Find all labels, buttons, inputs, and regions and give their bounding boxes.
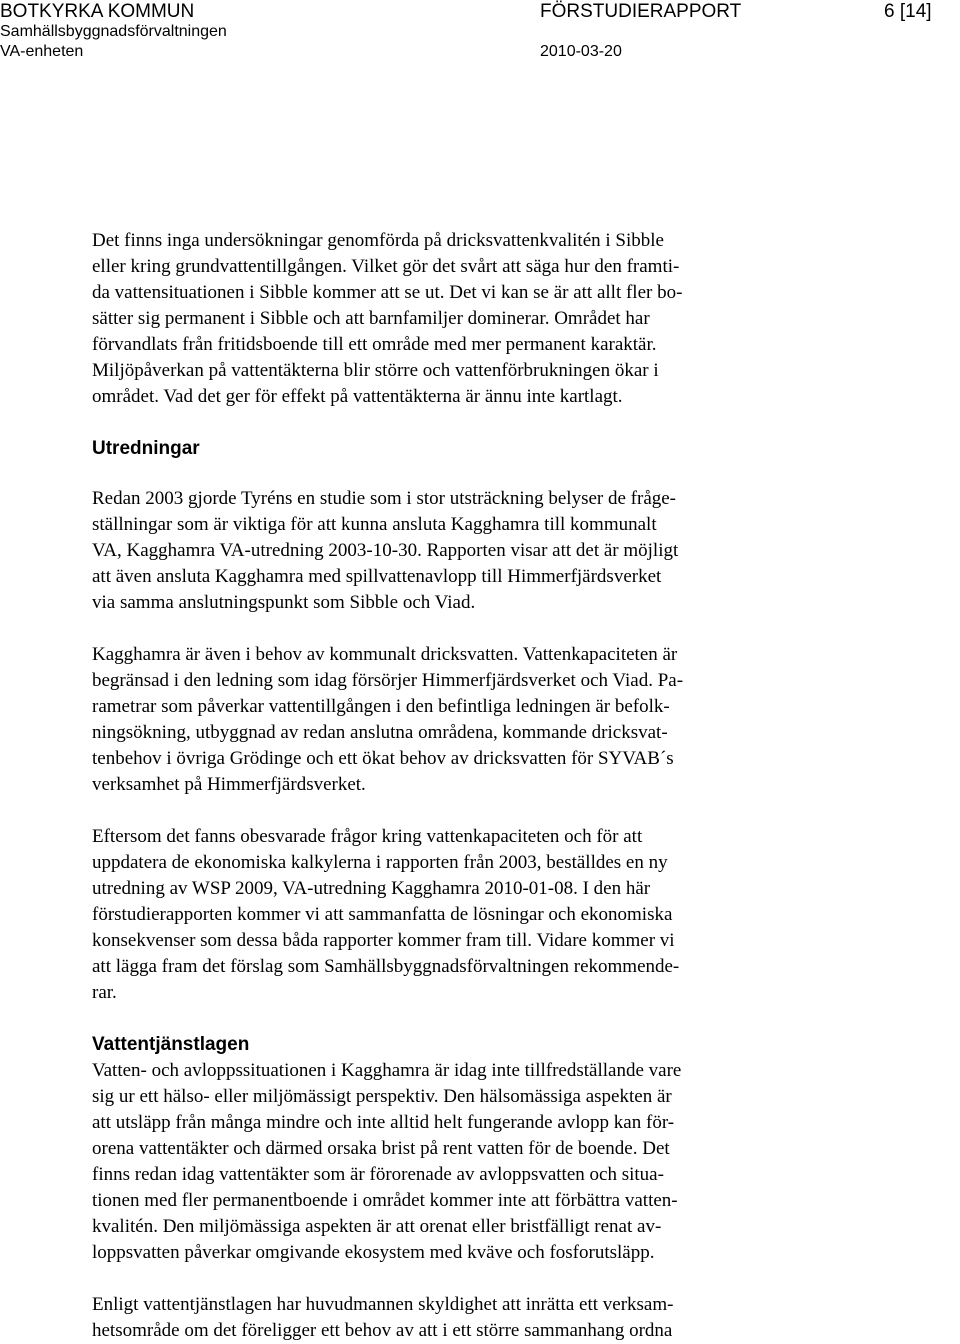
text-line: loppsvatten påverkar omgivande ekosystem med kväve och fosforutsläpp.: [92, 1242, 655, 1263]
text-line: tionen med fler permanentboende i området kommer inte att förbättra vatten-: [92, 1190, 678, 1211]
spacer: [92, 1266, 852, 1292]
text-line: finns redan idag vattentäkter som är förorenade av avloppsvatten och situa-: [92, 1164, 664, 1185]
text-line: att även ansluta Kagghamra med spillvattenavlopp till Himmerfjärdsverket: [92, 566, 662, 587]
text-line: att utsläpp från många mindre och inte alltid helt fungerande avlopp kan för-: [92, 1112, 675, 1133]
paragraph-sibble-water: [92, 228, 852, 410]
text-line: eller kring grundvattentillgången. Vilket gör det svårt att säga hur den framti-: [92, 256, 680, 277]
section-heading-utredningar: Utredningar: [92, 438, 200, 459]
department-name: Samhällsbyggnadsförvaltningen: [0, 23, 227, 40]
text-line: Enligt vattentjänstlagen har huvudmannen skyldighet att inrätta ett verksam-: [92, 1294, 674, 1315]
spacer: [92, 410, 852, 436]
text-line: konsekvenser som dessa båda rapporter kommer fram till. Vidare kommer vi: [92, 930, 675, 951]
text-line: VA, Kagghamra VA-utredning 2003-10-30. Rapporten visar att det är möjligt: [92, 540, 679, 561]
text-line: orena vattentäkter och därmed orsaka brist på rent vatten för de boende. Det: [92, 1138, 670, 1159]
text-line: tenbehov i övriga Grödinge och ett ökat behov av dricksvatten för SYVAB´s: [92, 748, 674, 769]
text-line: rametrar som påverkar vattentillgången i den befintliga ledningen är befolk-: [92, 696, 670, 717]
text-line: kvalitén. Den miljömässiga aspekten är att orenat eller bristfälligt renat av-: [92, 1216, 662, 1237]
section-heading-vattentjanstlagen: Vattentjänstlagen: [92, 1034, 250, 1055]
report-date: 2010-03-20: [540, 43, 622, 60]
spacer: [92, 616, 852, 642]
text-line: ställningar som är viktiga för att kunna ansluta Kagghamra till kommunalt: [92, 514, 657, 535]
unit-name: VA-enheten: [0, 43, 84, 60]
paragraph-water-services-act: [92, 1292, 852, 1344]
text-line: området. Vad det ger för effekt på vattentäkterna är ännu inte kartlagt.: [92, 386, 623, 407]
text-line: begränsad i den ledning som idag försörjer Himmerfjärdsverket och Viad. Pa-: [92, 670, 684, 691]
text-line: att lägga fram det förslag som Samhällsbyggnadsförvaltningen rekommende-: [92, 956, 680, 977]
text-line: rar.: [92, 982, 117, 1003]
text-line: förstudierapporten kommer vi att sammanfatta de lösningar och ekonomiska: [92, 904, 673, 925]
document-body: [92, 228, 852, 1344]
paragraph-water-situation: [92, 1058, 852, 1266]
paragraph-drinking-water: [92, 642, 852, 798]
spacer: [92, 462, 852, 486]
text-line: via samma anslutningspunkt som Sibble och Viad.: [92, 592, 476, 613]
text-line: Vatten- och avloppssituationen i Kagghamra är idag inte tillfredställande vare: [92, 1060, 682, 1081]
text-line: Kagghamra är även i behov av kommunalt dricksvatten. Vattenkapaciteten är: [92, 644, 678, 665]
report-type: FÖRSTUDIERAPPORT: [540, 1, 742, 22]
text-line: sätter sig permanent i Sibble och att barnfamiljer dominerar. Området har: [92, 308, 650, 329]
text-line: sig ur ett hälso- eller miljömässigt perspektiv. Den hälsomässiga aspekten är: [92, 1086, 672, 1107]
page-number: 6 [14]: [884, 1, 932, 22]
text-line: uppdatera de ekonomiska kalkylerna i rapporten från 2003, beställdes en ny: [92, 852, 668, 873]
text-line: da vattensituationen i Sibble kommer att se ut. Det vi kan se är att allt fler bo-: [92, 282, 683, 303]
spacer: [92, 1006, 852, 1032]
text-line: verksamhet på Himmerfjärdsverket.: [92, 774, 366, 795]
text-line: Redan 2003 gjorde Tyréns en studie som i stor utsträckning belyser de fråge-: [92, 488, 677, 509]
organization-name: BOTKYRKA KOMMUN: [0, 1, 195, 22]
text-line: förvandlats från fritidsboende till ett område med mer permanent karaktär.: [92, 334, 657, 355]
text-line: Miljöpåverkan på vattentäkterna blir större och vattenförbrukningen ökar i: [92, 360, 659, 381]
text-line: ningsökning, utbyggnad av redan anslutna områdena, kommande dricksvat-: [92, 722, 668, 743]
text-line: utredning av WSP 2009, VA-utredning Kagghamra 2010-01-08. I den här: [92, 878, 651, 899]
page-header: [0, 0, 960, 70]
paragraph-tyrens-study: [92, 486, 852, 616]
text-line: Eftersom det fanns obesvarade frågor kring vattenkapaciteten och för att: [92, 826, 643, 847]
spacer: [92, 798, 852, 824]
paragraph-wsp-study: [92, 824, 852, 1006]
text-line: hetsområde om det föreligger ett behov av att i ett större sammanhang ordna: [92, 1320, 673, 1341]
text-line: Det finns inga undersökningar genomförda på dricksvattenkvalitén i Sibble: [92, 230, 664, 251]
